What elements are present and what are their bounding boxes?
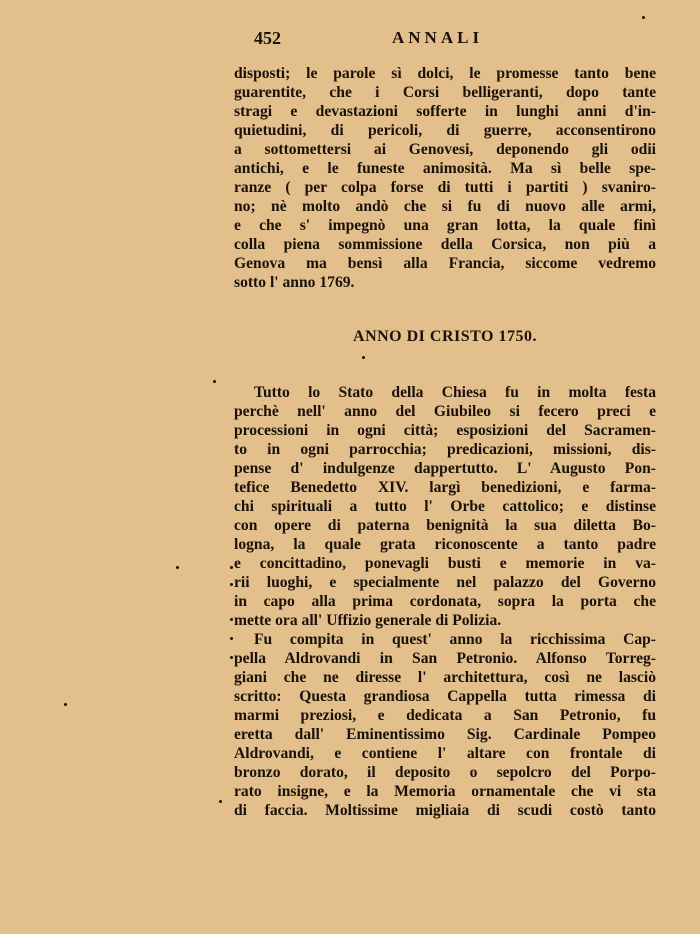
text-line: mette ora all' Uffizio generale di Polizia. bbox=[234, 612, 502, 629]
section-heading: ANNO DI CRISTO 1750. bbox=[353, 328, 537, 345]
speck-mark bbox=[176, 566, 179, 569]
text-line: chi spirituali a tutto l' Orbe cattolico; e distinse bbox=[234, 498, 656, 515]
running-head: ANNALI bbox=[392, 28, 484, 47]
text-line: quietudini, di pericoli, di guerre, acconsentirono bbox=[234, 122, 656, 139]
text-line: stragi e devastazioni sofferte in lunghi anni d'in- bbox=[234, 103, 656, 120]
speck-mark bbox=[219, 800, 222, 803]
text-line: disposti; le parole sì dolci, le promesse tanto bene bbox=[234, 65, 656, 82]
text-line: e concittadino, ponevagli busti e memorie in va- bbox=[234, 555, 656, 572]
text-line: marmi preziosi, e dedicata a San Petronio, fu bbox=[234, 707, 656, 724]
text-line: tefice Benedetto XIV. largì benedizioni, e farma- bbox=[234, 479, 656, 496]
text-line: guarentite, che i Corsi belligeranti, dopo tante bbox=[234, 84, 656, 101]
text-line: e che s' impegnò una gran lotta, la quale finì bbox=[234, 217, 656, 234]
text-line: processioni in ogni città; esposizioni del Sacramen- bbox=[234, 422, 656, 439]
text-line: ranze ( per colpa forse di tutti i partiti ) svaniro- bbox=[234, 179, 656, 196]
speck-mark bbox=[64, 703, 67, 706]
text-line: pella Aldrovandi in San Petronio. Alfonso Torreg- bbox=[234, 650, 656, 667]
text-line: perchè nell' anno del Giubileo si fecero preci e bbox=[234, 403, 656, 420]
text-line: colla piena sommissione della Corsica, non più a bbox=[234, 236, 656, 253]
speck-mark bbox=[230, 566, 233, 569]
text-line: Aldrovandi, e contiene l' altare con frontale di bbox=[234, 745, 656, 762]
text-line: Fu compita in quest' anno la ricchissima Cap- bbox=[254, 631, 656, 648]
text-line: pense d' indulgenze dappertutto. L' Augusto Pon- bbox=[234, 460, 656, 477]
text-line: a sottomettersi ai Genovesi, deponendo gli odii bbox=[234, 141, 656, 158]
speck-mark bbox=[230, 656, 233, 659]
text-line: scritto: Questa grandiosa Cappella tutta rimessa di bbox=[234, 688, 656, 705]
speck-mark bbox=[230, 583, 233, 586]
text-line: to in ogni parrocchia; predicazioni, missioni, dis- bbox=[234, 441, 656, 458]
page-header bbox=[232, 28, 552, 52]
text-line: antichi, e le funeste animosità. Ma sì belle spe- bbox=[234, 160, 656, 177]
text-line: di faccia. Moltissime migliaia di scudi costò tanto bbox=[234, 802, 656, 819]
speck-mark bbox=[230, 637, 233, 640]
text-line: Tutto lo Stato della Chiesa fu in molta festa bbox=[254, 384, 656, 401]
text-line: in capo alla prima cordonata, sopra la porta che bbox=[234, 593, 656, 610]
text-line: rii luoghi, e specialmente nel palazzo del Governo bbox=[234, 574, 656, 591]
text-line: Genova ma bensì alla Francia, siccome vedremo bbox=[234, 255, 656, 272]
text-line: sotto l' anno 1769. bbox=[234, 274, 355, 291]
speck-mark bbox=[362, 356, 365, 359]
text-line: logna, la quale grata riconoscente a tanto padre bbox=[234, 536, 656, 553]
page-number: 452 bbox=[254, 28, 281, 48]
text-line: con opere di paterna benignità la sua diletta Bo- bbox=[234, 517, 656, 534]
speck-mark bbox=[213, 380, 216, 383]
speck-mark bbox=[230, 618, 233, 621]
text-line: eretta dall' Eminentissimo Sig. Cardinale Pompeo bbox=[234, 726, 656, 743]
text-line: bronzo dorato, il deposito o sepolcro del Porpo- bbox=[234, 764, 656, 781]
speck-mark bbox=[642, 16, 645, 19]
text-line: rato insigne, e la Memoria ornamentale che vi sta bbox=[234, 783, 656, 800]
text-line: no; nè molto andò che si fu di nuovo alle armi, bbox=[234, 198, 656, 215]
text-line: giani che ne diresse l' architettura, così ne lasciò bbox=[234, 669, 656, 686]
